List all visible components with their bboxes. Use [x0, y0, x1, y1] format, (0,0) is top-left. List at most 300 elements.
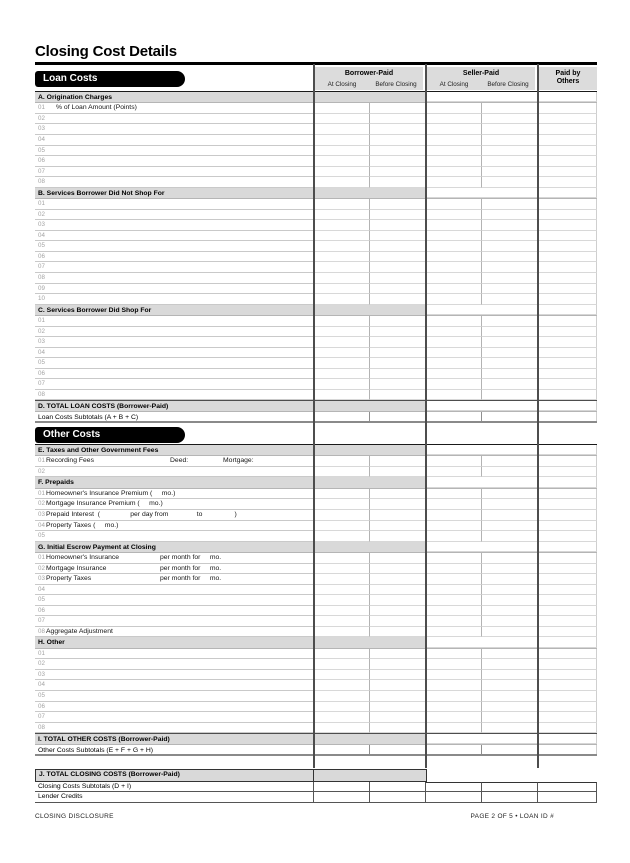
fee-line-label-cell [35, 124, 313, 135]
fee-line-row [35, 337, 597, 348]
amount-cell [369, 177, 425, 188]
amount-cell [369, 337, 425, 348]
amount-cell [425, 489, 481, 500]
amount-cell [369, 284, 425, 295]
fee-line-row [35, 114, 597, 125]
fee-line-number: 02 [38, 660, 45, 668]
amount-cell [369, 199, 425, 210]
fee-line-label-cell [35, 210, 313, 221]
fee-line-text: Aggregate Adjustment [46, 627, 113, 635]
fee-line-row [35, 199, 597, 210]
amount-cell [537, 489, 597, 500]
amount-cell [313, 659, 369, 670]
amount-cell [537, 564, 597, 575]
amount-cell [481, 135, 537, 146]
fee-line-row [35, 649, 597, 660]
amount-cell [369, 327, 425, 338]
seller-paid-merged-cell [425, 305, 537, 315]
amount-cell [537, 521, 597, 532]
amount-cell [481, 412, 537, 421]
amount-cell [313, 531, 369, 542]
amount-cell [369, 231, 425, 242]
amount-cell [537, 316, 597, 327]
paid-by-others-cell [537, 305, 597, 315]
amount-cell [369, 627, 425, 638]
amount-cell [313, 316, 369, 327]
fee-line-label-cell [35, 499, 313, 510]
amount-cell [425, 348, 481, 359]
amount-cell [313, 627, 369, 638]
amount-cell [481, 574, 537, 585]
fee-line-number: 04 [38, 681, 45, 689]
amount-cell [313, 210, 369, 221]
amount-cell [537, 680, 597, 691]
section-header-label: F. Prepaids [35, 477, 425, 487]
fee-line-number: 03 [38, 221, 45, 229]
fee-line-label-cell [35, 680, 313, 691]
fee-line-row [35, 489, 597, 500]
fee-line-number: 08 [38, 273, 45, 281]
amount-cell [313, 782, 369, 792]
fee-line-label-cell [35, 284, 313, 295]
amount-cell [369, 220, 425, 231]
fee-line-label-cell [35, 252, 313, 263]
fee-line-number: 01 [38, 649, 45, 657]
amount-cell [369, 124, 425, 135]
amount-cell [369, 456, 425, 467]
amount-cell [425, 595, 481, 606]
fee-line-number: 02 [38, 114, 45, 122]
amount-cell [537, 627, 597, 638]
amount-cell [481, 220, 537, 231]
amount-cell [369, 574, 425, 585]
amount-cell [537, 294, 597, 305]
fee-line-label-cell [35, 616, 313, 627]
fee-line-number: 04 [38, 136, 45, 144]
amount-cell [425, 606, 481, 617]
amount-cell [425, 294, 481, 305]
amount-cell [313, 585, 369, 596]
seller-before-closing-label: Before Closing [487, 80, 529, 88]
amount-cell [313, 649, 369, 660]
amount-cell [481, 114, 537, 125]
fee-line-extra-text: Mortgage: [223, 457, 254, 465]
amount-cell [537, 782, 597, 792]
footer-page-number: PAGE 2 OF 5 • LOAN ID # [470, 813, 554, 820]
amount-cell [481, 616, 537, 627]
amount-cell [537, 499, 597, 510]
fee-line-label-cell [35, 316, 313, 327]
amount-cell [425, 231, 481, 242]
fee-line-label-cell [35, 670, 313, 681]
amount-cell [425, 114, 481, 125]
amount-cell [313, 702, 369, 713]
amount-cell [313, 553, 369, 564]
amount-cell [537, 167, 597, 178]
amount-cell [425, 627, 481, 638]
amount-cell [369, 585, 425, 596]
amount-cell [537, 616, 597, 627]
fee-line-label-cell [35, 369, 313, 380]
fee-line-number: 02 [38, 467, 45, 475]
fee-line-label-cell [35, 220, 313, 231]
fee-line-row [35, 606, 597, 617]
amount-cell [537, 467, 597, 478]
amount-cell [537, 252, 597, 263]
amount-cell [369, 723, 425, 734]
amount-cell [481, 390, 537, 401]
column-divider-line [313, 64, 315, 768]
fee-line-number: 04 [38, 348, 45, 356]
amount-cell [313, 489, 369, 500]
amount-cell [425, 337, 481, 348]
amount-cell [425, 379, 481, 390]
amount-cell [313, 358, 369, 369]
amount-cell [313, 499, 369, 510]
fee-line-label-cell [35, 627, 313, 638]
fee-line-number: 01 [38, 104, 45, 112]
amount-cell [369, 294, 425, 305]
fee-line-label-cell [35, 177, 313, 188]
fee-line-number: 03 [38, 575, 45, 583]
amount-cell [313, 262, 369, 273]
amount-cell [313, 231, 369, 242]
amount-cell [369, 510, 425, 521]
amount-cell [313, 456, 369, 467]
borrower-paid-column-header [315, 67, 423, 90]
amount-cell [537, 199, 597, 210]
fee-line-number: 01 [38, 200, 45, 208]
fee-line-number: 09 [38, 284, 45, 292]
total-closing-costs-row-label: Closing Costs Subtotals (D + I) [38, 782, 132, 790]
section-header-label: E. Taxes and Other Government Fees [35, 445, 425, 455]
section-total-row [35, 400, 597, 411]
amount-cell [481, 294, 537, 305]
amount-cell [425, 723, 481, 734]
fee-line-row [35, 467, 597, 478]
section-header-label: A. Origination Charges [35, 92, 425, 102]
fee-line-row [35, 348, 597, 359]
amount-cell [537, 369, 597, 380]
amount-cell [369, 156, 425, 167]
fee-line-label-cell [35, 348, 313, 359]
borrower-paid-subcolumns [315, 78, 423, 88]
amount-cell [425, 510, 481, 521]
fee-line-extra-text: per month for mo. [160, 554, 222, 561]
fee-line-row [35, 156, 597, 167]
fee-line-number: 03 [38, 338, 45, 346]
amount-cell [369, 358, 425, 369]
amount-cell [481, 585, 537, 596]
amount-cell [425, 467, 481, 478]
fee-line-number: 06 [38, 369, 45, 377]
amount-cell [425, 670, 481, 681]
amount-cell [481, 564, 537, 575]
section-header-row [35, 188, 597, 199]
fee-line-label-cell [35, 262, 313, 273]
amount-cell [481, 327, 537, 338]
fee-line-label-cell [35, 564, 313, 575]
total-closing-costs-table [35, 769, 597, 803]
amount-cell [481, 273, 537, 284]
fee-line-number: 02 [38, 500, 45, 508]
fee-line-row [35, 680, 597, 691]
amount-cell [369, 273, 425, 284]
amount-cell [313, 595, 369, 606]
fee-line-text: Recording Fees [46, 457, 94, 465]
amount-cell [369, 649, 425, 660]
amount-cell [369, 390, 425, 401]
paid-by-others-cell [537, 445, 597, 455]
fee-line-number: 06 [38, 157, 45, 165]
amount-cell [481, 199, 537, 210]
amount-cell [425, 792, 481, 802]
fee-line-extra-text: per month for mo. [160, 564, 222, 572]
amount-cell [313, 723, 369, 734]
paid-by-others-label-line2: Others [556, 77, 580, 85]
total-closing-costs-row [35, 782, 597, 793]
borrower-at-closing-label: At Closing [327, 80, 357, 88]
fee-line-row [35, 702, 597, 713]
amount-cell [481, 146, 537, 157]
paid-by-others-cell [537, 401, 597, 410]
amount-cell [425, 273, 481, 284]
seller-paid-merged-cell [425, 92, 537, 102]
loan-costs-table [35, 91, 597, 423]
fee-line-row [35, 521, 597, 532]
amount-cell [369, 712, 425, 723]
amount-cell [313, 124, 369, 135]
fee-line-row [35, 231, 597, 242]
amount-cell [537, 103, 597, 114]
fee-line-row [35, 499, 597, 510]
fee-line-row [35, 691, 597, 702]
section-header-label: G. Initial Escrow Payment at Closing [35, 542, 425, 552]
amount-cell [425, 456, 481, 467]
seller-paid-merged-cell [425, 637, 537, 647]
amount-cell [313, 114, 369, 125]
amount-cell [313, 574, 369, 585]
paid-by-others-cell [537, 734, 597, 743]
section-header-row [35, 477, 597, 488]
fee-line-label-cell [35, 723, 313, 734]
fee-line-row [35, 379, 597, 390]
amount-cell [425, 521, 481, 532]
amount-cell [425, 531, 481, 542]
amount-cell [537, 114, 597, 125]
amount-cell [425, 574, 481, 585]
seller-at-closing-label: At Closing [439, 80, 469, 88]
amount-cell [481, 337, 537, 348]
other-costs-table [35, 444, 597, 756]
seller-paid-merged-cell [425, 542, 537, 552]
fee-line-label-cell [35, 327, 313, 338]
amount-cell [313, 510, 369, 521]
amount-cell [425, 210, 481, 221]
amount-cell [369, 379, 425, 390]
amount-cell [481, 531, 537, 542]
amount-cell [425, 316, 481, 327]
amount-cell [481, 231, 537, 242]
amount-cell [425, 156, 481, 167]
amount-cell [481, 348, 537, 359]
amount-cell [369, 369, 425, 380]
section-header-label: B. Services Borrower Did Not Shop For [35, 188, 425, 198]
title-rule [35, 62, 597, 65]
amount-cell [313, 712, 369, 723]
amount-cell [369, 252, 425, 263]
amount-cell [425, 327, 481, 338]
amount-cell [481, 691, 537, 702]
amount-cell [369, 467, 425, 478]
amount-cell [313, 379, 369, 390]
fee-line-number: 06 [38, 252, 45, 260]
amount-cell [481, 782, 537, 792]
fee-line-number: 02 [38, 210, 45, 218]
amount-cell [313, 294, 369, 305]
amount-cell [425, 135, 481, 146]
amount-cell [537, 220, 597, 231]
page-title: Closing Cost Details [35, 43, 177, 60]
amount-cell [313, 616, 369, 627]
amount-cell [313, 241, 369, 252]
fee-line-row [35, 327, 597, 338]
amount-cell [481, 156, 537, 167]
section-header-row [35, 92, 597, 103]
amount-cell [537, 348, 597, 359]
fee-line-row [35, 369, 597, 380]
fee-line-row [35, 627, 597, 638]
amount-cell [369, 691, 425, 702]
paid-by-others-cell [537, 188, 597, 198]
amount-cell [481, 489, 537, 500]
amount-cell [537, 273, 597, 284]
amount-cell [425, 782, 481, 792]
amount-cell [313, 327, 369, 338]
amount-cell [425, 103, 481, 114]
amount-cell [425, 564, 481, 575]
fee-line-label-cell [35, 390, 313, 401]
amount-cell [369, 680, 425, 691]
seller-paid-merged-cell [425, 401, 537, 410]
amount-cell [481, 521, 537, 532]
amount-cell [369, 521, 425, 532]
amount-cell [369, 782, 425, 792]
fee-line-label-cell [35, 489, 313, 500]
seller-paid-merged-cell [425, 188, 537, 198]
amount-cell [425, 241, 481, 252]
fee-line-label-cell [35, 712, 313, 723]
fee-line-label-cell [35, 103, 313, 114]
amount-cell [481, 103, 537, 114]
fee-line-text: Prepaid Interest ( per day from to ) [46, 510, 237, 518]
fee-line-label-cell [35, 574, 313, 585]
fee-line-text: Homeowner's Insurance Premium ( mo.) [46, 489, 176, 497]
fee-line-row [35, 510, 597, 521]
amount-cell [313, 199, 369, 210]
amount-cell [313, 177, 369, 188]
amount-cell [537, 358, 597, 369]
amount-cell [537, 553, 597, 564]
paid-by-others-column-header [539, 67, 597, 90]
amount-cell [425, 412, 481, 421]
fee-line-label-cell [35, 691, 313, 702]
amount-cell [369, 316, 425, 327]
amount-cell [425, 358, 481, 369]
fee-line-row [35, 585, 597, 596]
amount-cell [537, 146, 597, 157]
fee-line-row [35, 262, 597, 273]
amount-cell [369, 348, 425, 359]
fee-line-label-cell [35, 467, 313, 478]
fee-line-row [35, 358, 597, 369]
fee-line-number: 02 [38, 564, 45, 572]
amount-cell [425, 616, 481, 627]
column-divider-line [537, 64, 539, 768]
amount-cell [369, 531, 425, 542]
amount-cell [537, 456, 597, 467]
fee-line-number: 01 [38, 554, 45, 561]
amount-cell [481, 606, 537, 617]
section-header-label: H. Other [35, 637, 425, 647]
amount-cell [481, 627, 537, 638]
fee-line-row [35, 595, 597, 606]
amount-cell [313, 606, 369, 617]
fee-line-number: 06 [38, 702, 45, 710]
column-divider-line [425, 64, 427, 768]
section-total-label: D. TOTAL LOAN COSTS (Borrower-Paid) [35, 401, 425, 410]
amount-cell [425, 691, 481, 702]
amount-cell [537, 412, 597, 421]
fee-line-text: Property Taxes [46, 575, 92, 583]
amount-cell [369, 702, 425, 713]
amount-cell [369, 553, 425, 564]
amount-cell [537, 792, 597, 802]
amount-cell [313, 467, 369, 478]
fee-line-row [35, 146, 597, 157]
fee-line-row [35, 712, 597, 723]
amount-cell [481, 167, 537, 178]
fee-line-label-cell [35, 199, 313, 210]
amount-cell [369, 745, 425, 754]
fee-line-row [35, 210, 597, 221]
fee-line-row [35, 456, 597, 467]
amount-cell [313, 103, 369, 114]
total-closing-costs-row-label: Lender Credits [38, 793, 83, 801]
borrower-paid-label: Borrower-Paid [344, 69, 394, 77]
amount-cell [481, 456, 537, 467]
fee-line-label-cell [35, 531, 313, 542]
amount-cell [537, 379, 597, 390]
fee-line-label-cell [35, 585, 313, 596]
fee-line-text: Mortgage Insurance [46, 564, 107, 572]
amount-cell [481, 499, 537, 510]
other-costs-tab: Other Costs [35, 427, 185, 443]
amount-cell [313, 792, 369, 802]
amount-cell [537, 723, 597, 734]
amount-cell [313, 167, 369, 178]
amount-cell [537, 124, 597, 135]
amount-cell [425, 167, 481, 178]
amount-cell [313, 337, 369, 348]
amount-cell [425, 369, 481, 380]
fee-line-number: 07 [38, 263, 45, 271]
fee-line-number: 08 [38, 723, 45, 731]
amount-cell [313, 252, 369, 263]
amount-cell [481, 670, 537, 681]
amount-cell [481, 284, 537, 295]
footer-document-name: CLOSING DISCLOSURE [35, 813, 114, 820]
